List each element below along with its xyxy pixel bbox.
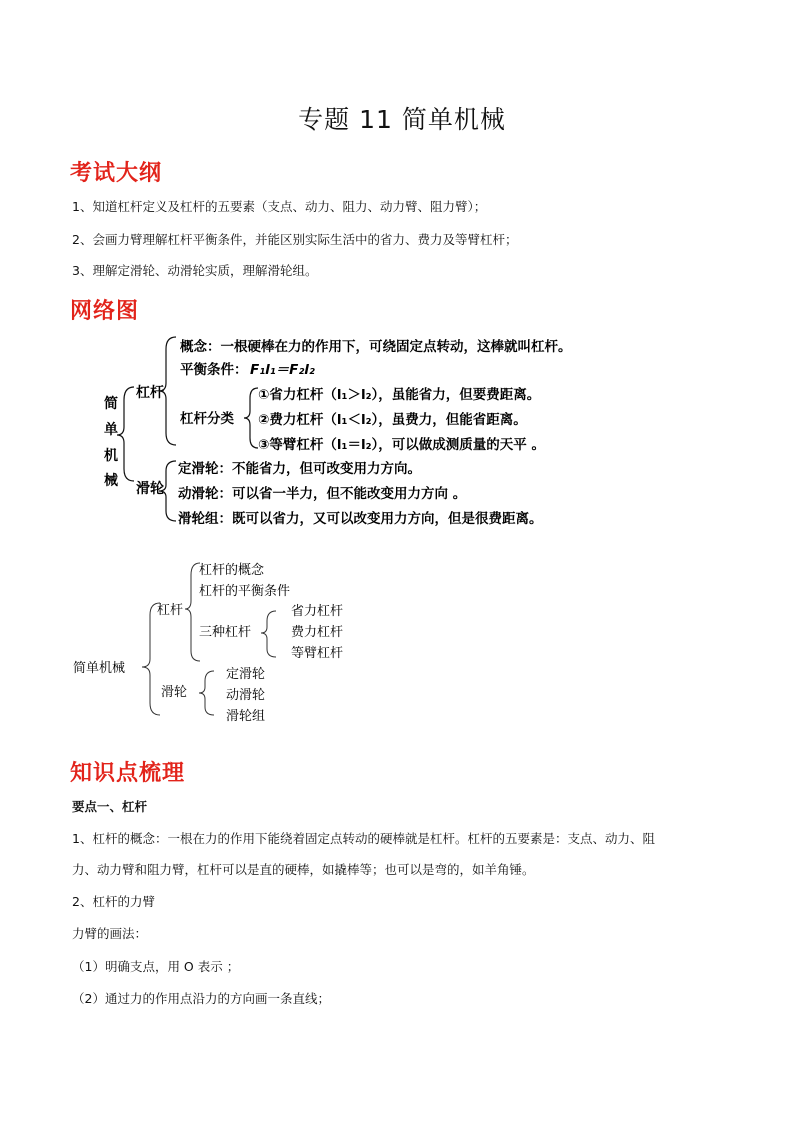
point-title: 要点一、杠杆: [72, 799, 148, 814]
lever-item: 杠杆的平衡条件: [199, 584, 291, 599]
lever-type-item: ③等臂杠杆（l₁＝l₂），可以做成测质量的天平 。: [258, 437, 545, 453]
root-brace: [142, 603, 160, 715]
pulley-item: 动滑轮: [226, 688, 266, 703]
three-levers-brace: [261, 611, 276, 657]
lever-brace: [159, 337, 176, 445]
lever-type-item: ②费力杠杆（l₁＜l₂），虽费力，但能省距离。: [258, 412, 527, 428]
knowledge-line: 1、杠杆的概念：一根在力的作用下能绕着固定点转动的硬棒就是杠杆。杠杆的五要素是：支点、动力、阻: [72, 831, 655, 846]
concept-map-secondary: [0, 555, 794, 725]
lever-type-item: ①省力杠杆（l₁＞l₂），虽能省力，但要费距离。: [258, 387, 541, 403]
pulley-item: 定滑轮：不能省力，但可改变用力方向。: [178, 461, 421, 477]
outline-item: 2、会画力臂理解杠杆平衡条件，并能区别实际生活中的省力、费力及等臂杠杆；: [72, 232, 518, 247]
root-char: 单: [104, 422, 118, 438]
three-levers-item: 费力杠杆: [291, 625, 344, 640]
pulley-item: 动滑轮：可以省一半力，但不能改变用力方向 。: [178, 486, 467, 502]
three-levers-item: 等臂杠杆: [291, 646, 344, 661]
pulley-item: 定滑轮: [226, 667, 266, 682]
pulley-label: 滑轮: [161, 685, 188, 700]
root-label: 简单机械: [73, 661, 126, 676]
three-levers-label: 三种杠杆: [199, 625, 252, 640]
concept-map-primary: [0, 325, 794, 545]
lever-concept: 概念：一根硬棒在力的作用下，可绕固定点转动，这棒就叫杠杆。: [180, 339, 572, 355]
pulley-item: 滑轮组: [226, 709, 266, 724]
knowledge-line: 2、杠杆的力臂: [72, 894, 155, 909]
knowledge-line: 力、动力臂和阻力臂，杠杆可以是直的硬棒，如撬棒等；也可以是弯的，如羊角锤。: [72, 862, 535, 877]
lever-balance-prefix: 平衡条件：: [180, 362, 248, 378]
heading-network: 网络图: [70, 299, 140, 324]
pulley-brace: [159, 461, 176, 521]
pulley-item: 滑轮组：既可以省力，又可以改变用力方向，但是很费距离。: [178, 511, 543, 527]
pulley-label: 滑轮: [136, 481, 164, 497]
root-char: 简: [104, 396, 118, 412]
heading-knowledge: 知识点梳理: [70, 761, 186, 786]
outline-item: 1、知道杠杆定义及杠杆的五要素（支点、动力、阻力、动力臂、阻力臂）；: [72, 199, 487, 214]
lever-label: 杠杆: [157, 603, 184, 618]
three-levers-item: 省力杠杆: [291, 604, 344, 619]
lever-item: 杠杆的概念: [199, 563, 265, 578]
knowledge-line: （2）通过力的作用点沿力的方向画一条直线；: [72, 991, 330, 1006]
root-char: 械: [104, 473, 118, 489]
types-brace: [244, 388, 258, 448]
page-title: 专题 11 简单机械: [298, 105, 506, 134]
lever-label: 杠杆: [136, 385, 164, 401]
lever-balance-formula: F₁l₁＝F₂l₂: [250, 362, 315, 378]
root-char: 机: [104, 448, 118, 464]
knowledge-line: （1）明确支点，用 O 表示 ；: [72, 959, 240, 974]
outline-item: 3、理解定滑轮、动滑轮实质，理解滑轮组。: [72, 263, 318, 278]
knowledge-line: 力臂的画法：: [72, 926, 148, 941]
lever-types-label: 杠杆分类: [180, 411, 234, 427]
pulley-brace: [199, 671, 214, 715]
heading-exam-outline: 考试大纲: [70, 161, 163, 186]
root-brace: [117, 387, 134, 481]
lever-brace: [185, 563, 200, 661]
